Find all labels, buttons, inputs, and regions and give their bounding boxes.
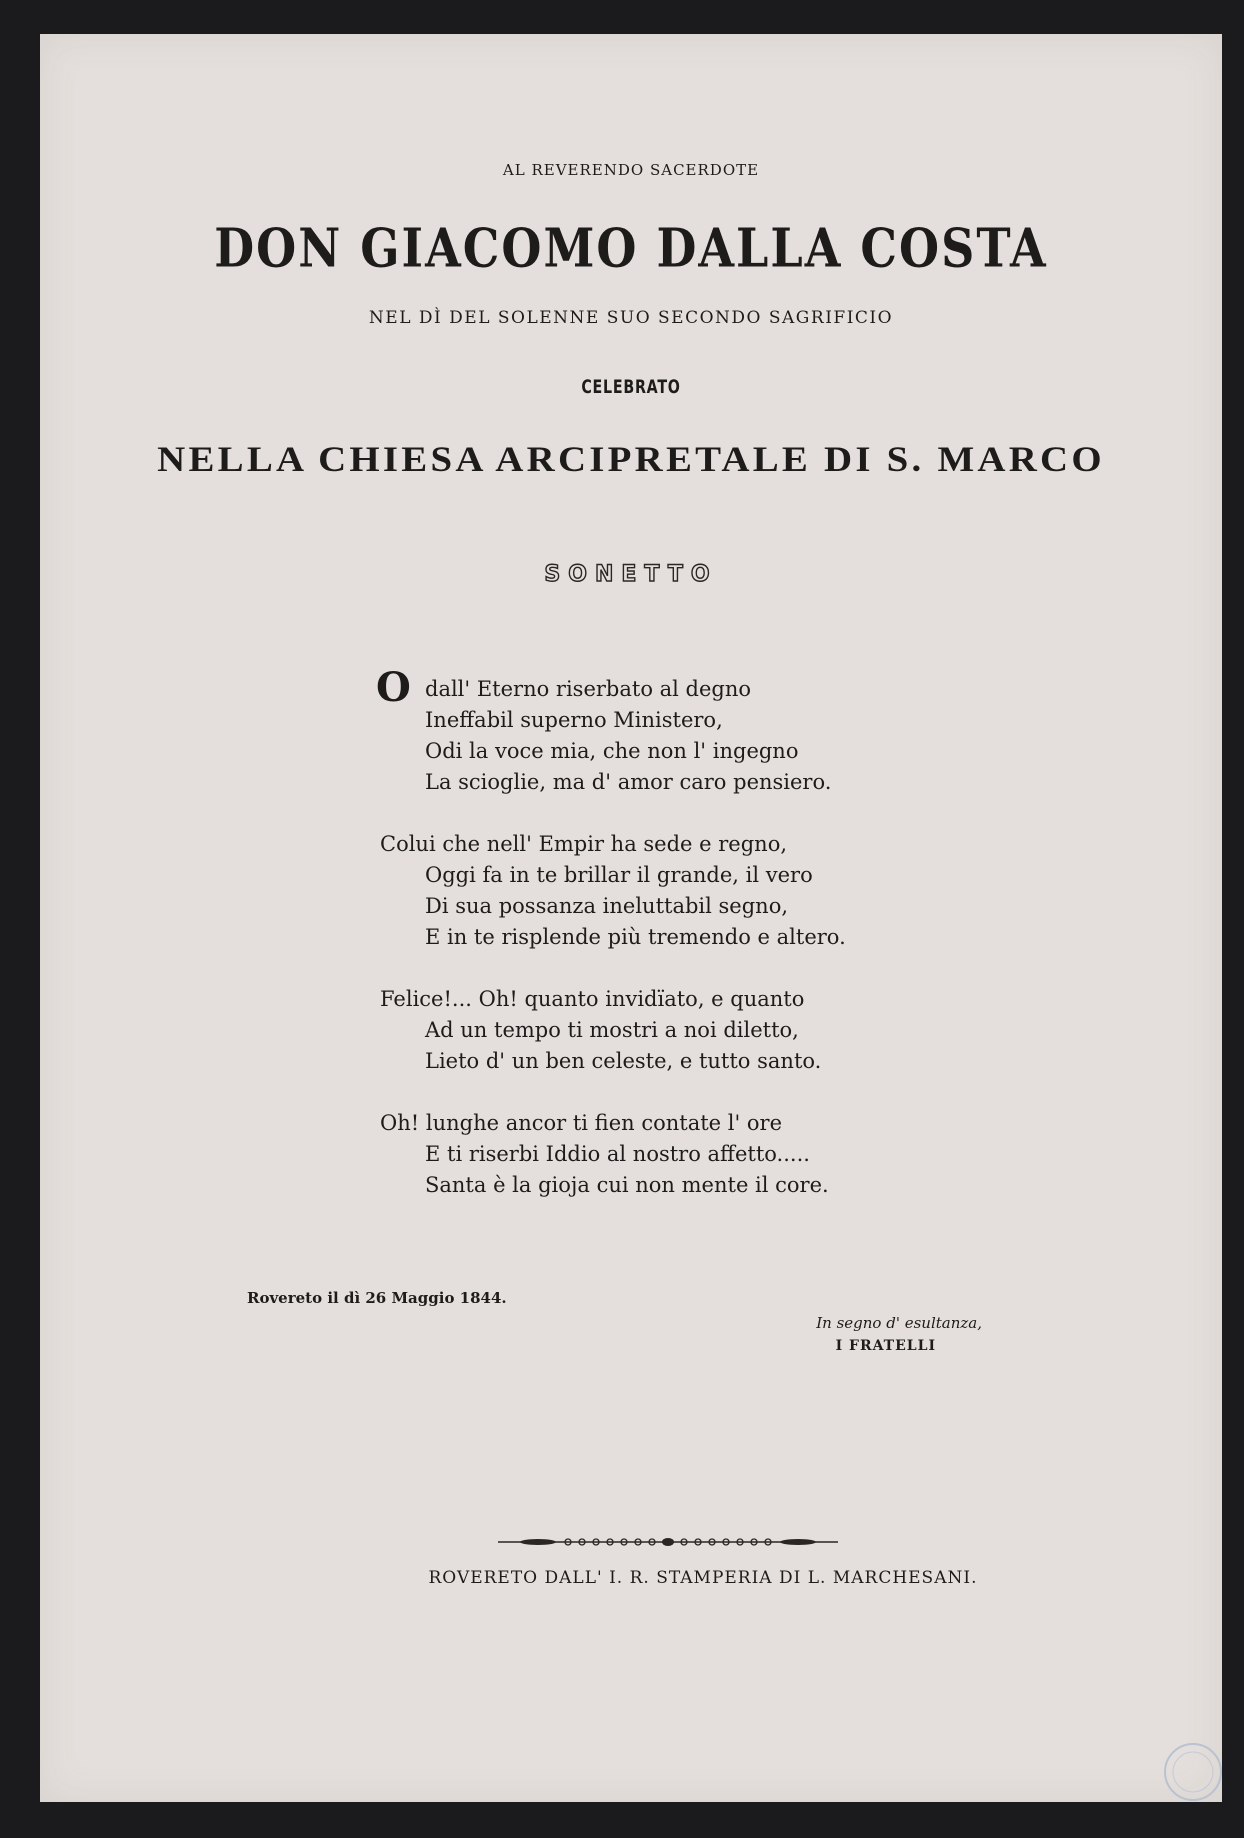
stanza-1 [376, 664, 846, 798]
ornamental-rule [498, 1535, 838, 1549]
church-line: NELLA CHIESA ARCIPRETALE DI S. MARCO [157, 439, 1105, 479]
honoree-name: DON GIACOMO DALLA COSTA [214, 216, 1048, 280]
drop-cap-initial: O [376, 664, 411, 711]
signature-line-2: I FRATELLI [835, 1338, 936, 1354]
place-date: Rovereto il dì 26 Maggio 1844. [247, 1289, 507, 1307]
occasion-line: NEL DÌ DEL SOLENNE SUO SECONDO SAGRIFICIO [368, 308, 894, 328]
stanza-4 [380, 1108, 846, 1201]
verse-line: Ad un tempo ti mostri a noi diletto, [425, 1018, 799, 1042]
verse-line: E in te risplende più tremendo e altero. [425, 925, 846, 949]
stanza-2 [380, 829, 846, 953]
verse-line: Lieto d' un ben celeste, e tutto santo. [425, 1049, 822, 1073]
verse-line: Odi la voce mia, che non l' ingegno [425, 739, 799, 763]
library-stamp-icon [1160, 1739, 1226, 1805]
verse-line: Oggi fa in te brillar il grande, il vero [425, 863, 813, 887]
broadside-sheet [40, 34, 1222, 1802]
printer-imprint: ROVERETO DALL' I. R. STAMPERIA DI L. MARCHESANI. [428, 1568, 978, 1588]
verse-line: Felice!... Oh! quanto invidïato, e quanto [380, 987, 805, 1011]
verse-line: O dall' Eterno riserbato al degno [376, 664, 752, 711]
verse-line: E ti riserbi Iddio al nostro affetto..... [425, 1142, 810, 1166]
verse-line: La scioglie, ma d' amor caro pensiero. [425, 770, 832, 794]
signature-line-1: In segno d' esultanza, [816, 1314, 982, 1332]
verse-line: Di sua possanza ineluttabil segno, [425, 894, 789, 918]
verse-line: Santa è la gioja cui non mente il core. [425, 1173, 829, 1197]
verse-line: Colui che nell' Empir ha sede e regno, [380, 832, 788, 856]
dedication-line: AL REVERENDO SACERDOTE [502, 161, 760, 179]
celebrato-line: CELEBRATO [581, 376, 681, 398]
poem-genre-title: SONETTO [544, 562, 718, 587]
stanza-3 [380, 984, 846, 1077]
verse-line: Oh! lunghe ancor ti fien contate l' ore [380, 1111, 783, 1135]
sonnet [376, 664, 846, 1232]
verse-line: Ineffabil superno Ministero, [425, 708, 723, 732]
